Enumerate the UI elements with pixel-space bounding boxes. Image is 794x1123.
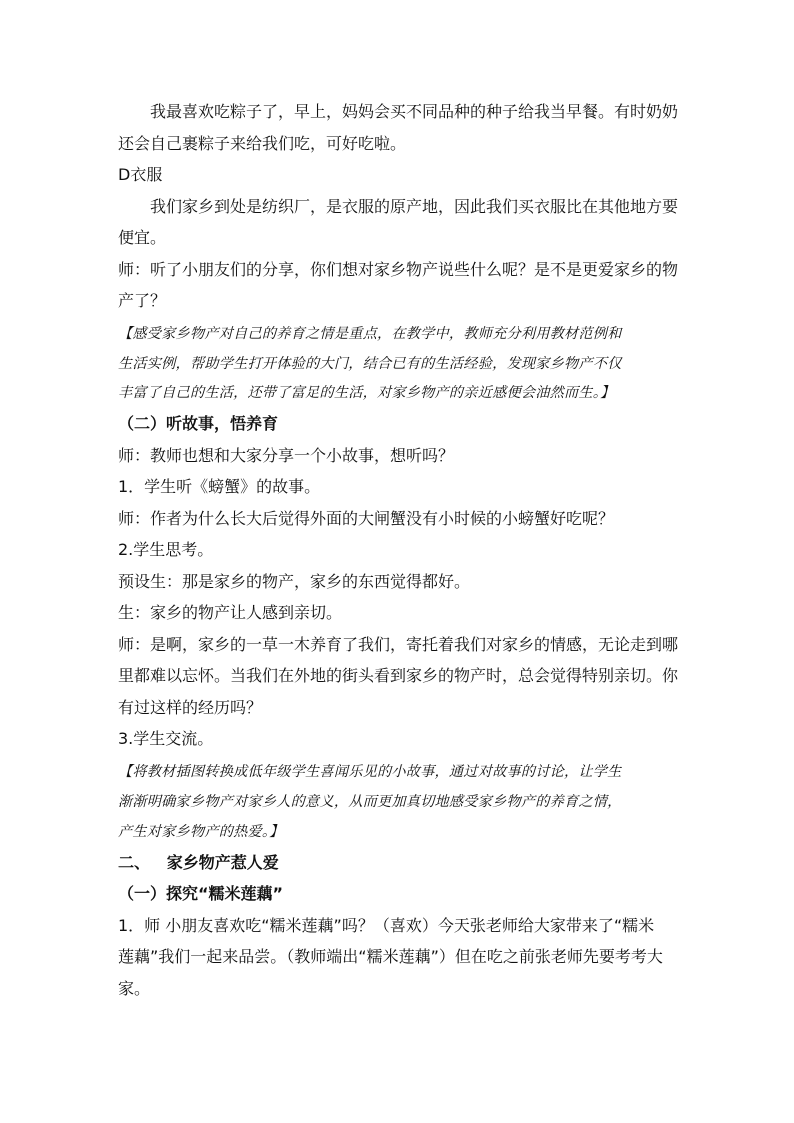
section-heading: 二、 家乡物产惹人爱 [118,853,279,872]
paragraph-line: 师：教师也想和大家分享一个小故事，想听吗？ [118,446,455,465]
paragraph-line: 预设生：那是家乡的物产，家乡的东西觉得都好。 [118,572,471,591]
paragraph-line: 3.学生交流。 [118,729,214,748]
section-heading: （一）探究“糯米莲藕” [118,884,284,903]
paragraph-line: 便宜。 [118,228,167,247]
paragraph-line: 里都难以忘怀。当我们在外地的街头看到家乡的物产时，总会觉得特别亲切。你 [118,666,679,685]
paragraph-line: 生：家乡的物产让人感到亲切。 [118,603,343,622]
teaching-note-line: 产生对家乡物产的热爱。】 [118,824,284,840]
paragraph-line: 我最喜欢吃粽子了，早上，妈妈会买不同品种的种子给我当早餐。有时奶奶 [150,102,679,121]
paragraph-line: 师：是啊，家乡的一草一木养育了我们，寄托着我们对家乡的情感，无论走到哪 [118,635,679,654]
paragraph-line: 有过这样的经历吗？ [118,698,263,717]
teaching-note-line: 【感受家乡物产对自己的养育之情是重点，在教学中，教师充分利用教材范例和 [118,326,622,342]
paragraph-line: 我们家乡到处是纺织厂，是衣服的原产地，因此我们买衣服比在其他地方要 [150,197,679,216]
section-heading: （二）听故事，悟养育 [118,414,279,433]
paragraph-line: 师：作者为什么长大后觉得外面的大闸蟹没有小时候的小螃蟹好吃呢？ [118,509,615,528]
paragraph-line: 产了？ [118,291,167,310]
paragraph-line: 还会自己裹粽子来给我们吃，可好吃啦。 [118,134,407,153]
paragraph-line: 师：听了小朋友们的分享，你们想对家乡物产说些什么呢？是不是更爱家乡的物 [118,260,679,279]
paragraph-line: 2.学生思考。 [118,540,214,559]
paragraph-line: 1．师 小朋友喜欢吃“糯米莲藕”吗？（喜欢）今天张老师给大家带来了“糯米 [118,916,655,935]
paragraph-line: 莲藕”我们一起来品尝。（教师端出“糯米莲藕”）但在吃之前张老师先要考考大 [118,947,663,966]
teaching-note-line: 丰富了自己的生活，还带了富足的生活，对家乡物产的亲近感便会油然而生。】 [118,385,615,401]
teaching-note-line: 渐渐明确家乡物产对家乡人的意义，从而更加真切地感受家乡物产的养育之情， [118,794,622,810]
teaching-note-line: 【将教材插图转换成低年级学生喜闻乐见的小故事，通过对故事的讨论，让学生 [118,764,622,780]
section-label: D衣服 [118,165,163,184]
paragraph-line: 1．学生听《螃蟹》的故事。 [118,477,321,496]
teaching-note-line: 生活实例，帮助学生打开体验的大门，结合已有的生活经验，发现家乡物产不仅 [118,356,622,372]
paragraph-line: 家。 [118,979,151,998]
